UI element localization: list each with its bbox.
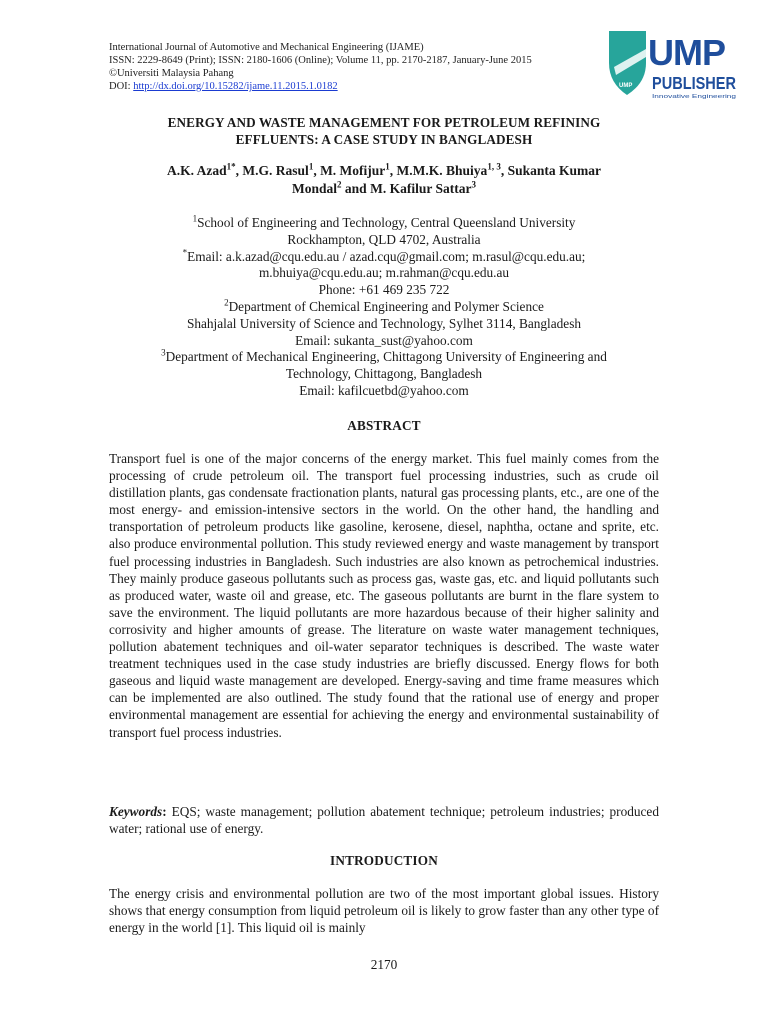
journal-name: International Journal of Automotive and Mechanical Engineering (IJAME) bbox=[109, 42, 424, 53]
affil-mark: * bbox=[182, 247, 188, 258]
email-3: Email: kafilcuetbd@yahoo.com bbox=[299, 382, 469, 398]
journal-doi bbox=[109, 80, 609, 93]
introduction-text: The energy crisis and environmental pollution are two of the most important global issues. History shows that energy consumption from liquid petroleum oil is likely to grow faster than any other type of energy in the world [1]. This liquid oil is mainly bbox=[109, 886, 659, 936]
author-separator: and bbox=[341, 181, 371, 196]
author-line-2 bbox=[109, 180, 659, 198]
author-separator: , bbox=[235, 163, 243, 178]
author-separator: , bbox=[500, 163, 508, 178]
author-line-1 bbox=[109, 162, 659, 180]
author-separator: , bbox=[389, 163, 397, 178]
author-affil-mark: 2 bbox=[337, 179, 342, 190]
affil-text: Department of Chemical Engineering and Polymer Science bbox=[228, 298, 544, 314]
affiliation-3-address: Technology, Chittagong, Bangladesh bbox=[285, 366, 483, 382]
affil-text: Department of Mechanical Engineering, Chittagong University of Engineering and bbox=[165, 349, 607, 365]
page-number: 2170 bbox=[370, 957, 398, 972]
journal-header bbox=[109, 41, 609, 93]
author-affil-mark: 1 bbox=[308, 161, 314, 172]
author-name: M.M.K. Bhuiya bbox=[396, 163, 488, 178]
author-name-part-1: Sukanta Kumar bbox=[507, 163, 601, 178]
author-affil-mark: 3 bbox=[471, 179, 476, 190]
email-text: Email: a.k.azad@cqu.edu.au / azad.cqu@gmail.com; m.rasul@cqu.edu.au; bbox=[187, 248, 586, 264]
logo-tagline: Innovative Engineering bbox=[652, 94, 736, 100]
email-2: Email: sukanta_sust@yahoo.com bbox=[295, 332, 473, 348]
author-affil-mark: 1 bbox=[385, 161, 390, 172]
affiliation-1 bbox=[109, 215, 659, 232]
email-1-cont: m.bhuiya@cqu.edu.au; m.rahman@cqu.edu.au bbox=[258, 265, 510, 281]
phone: Phone: +61 469 235 722 bbox=[318, 282, 450, 298]
title-line-1: ENERGY AND WASTE MANAGEMENT FOR PETROLEUM REFINING bbox=[167, 115, 601, 130]
logo-shield-text: UMP bbox=[619, 83, 633, 89]
affil-text: School of Engineering and Technology, Central Queensland University bbox=[197, 215, 576, 230]
keywords-label: Keywords bbox=[109, 804, 163, 819]
ump-publisher-logo bbox=[606, 27, 740, 103]
affiliations bbox=[109, 215, 659, 400]
author-name-part-2: Mondal bbox=[292, 181, 338, 196]
affiliation-1-address: Rockhampton, QLD 4702, Australia bbox=[287, 231, 481, 247]
affiliation-2-address: Shahjalal University of Science and Technology, Sylhet 3114, Bangladesh bbox=[186, 315, 582, 331]
author-name: M. Mofijur bbox=[320, 163, 386, 178]
affil-mark: 3 bbox=[161, 347, 166, 358]
affiliation-2 bbox=[109, 299, 659, 316]
logo-publisher-text: PUBLISHER bbox=[652, 73, 737, 93]
keywords bbox=[109, 803, 659, 837]
author-name: A.K. Azad bbox=[167, 163, 227, 178]
author-affil-mark: 1* bbox=[226, 161, 236, 172]
title-line-2: EFFLUENTS: A CASE STUDY IN BANGLADESH bbox=[235, 132, 533, 147]
logo-ump-text: UMP bbox=[648, 32, 725, 73]
keywords-colon: : bbox=[162, 804, 167, 819]
author-name: M. Kafilur Sattar bbox=[370, 181, 472, 196]
author-list bbox=[109, 162, 659, 198]
journal-issn: ISSN: 2229-8649 (Print); ISSN: 2180-1606 (Online); Volume 11, pp. 2170-2187, January-June 2015 bbox=[109, 55, 532, 66]
journal-copyright: ©Universiti Malaysia Pahang bbox=[109, 68, 234, 79]
author-separator: , bbox=[313, 163, 321, 178]
author-affil-mark: 1, 3 bbox=[487, 161, 501, 172]
affiliation-3 bbox=[109, 349, 659, 366]
doi-link[interactable]: http://dx.doi.org/10.15282/ijame.11.2015.1.0182 bbox=[133, 81, 338, 92]
doi-label: DOI: bbox=[109, 81, 134, 92]
paper-title bbox=[109, 114, 659, 148]
affil-mark: 2 bbox=[224, 297, 229, 308]
introduction-heading: INTRODUCTION bbox=[330, 853, 438, 868]
abstract-heading: ABSTRACT bbox=[347, 418, 421, 433]
email-1 bbox=[109, 249, 659, 266]
author-name: M.G. Rasul bbox=[242, 163, 309, 178]
keywords-text: EQS; waste management; pollution abatement technique; petroleum industries; produced water; rational use of energy. bbox=[109, 804, 659, 837]
affil-mark: 1 bbox=[192, 213, 198, 224]
abstract-text: Transport fuel is one of the major concerns of the energy market. This fuel mainly comes from the processing of crude petroleum oil. The transport fuel processing industries, such as crude oil distillation plants, gas condensate fractionation plants, natural gas processing plants, etc., are one of the most energy- and emission-intensive sectors in the world. On the other hand, the handling and transportation of petroleum products like gasoline, kerosene, diesel, naphtha, octane and sprite, etc. also produce environmental pollution. This study reviewed energy and waste management by transport fuel processing industries in Bangladesh. Such industries are also known as petrochemical industries. They mainly produce gaseous pollutants such as process gas, waste gas, etc. and liquid pollutants such as produced water, waste oil and grease, etc. The gaseous pollutants are burnt in the flare system to save the environment. The liquid pollutants are more hazardous because of their higher salinity and corrosivity and higher amounts of grease. The literature on waste water management techniques, pollution abatement techniques and oil-water separator techniques is described. The waste water treatment techniques used in the case study industries are briefly discussed. Energy flows for both gaseous and liquid waste management are developed. Energy-saving and time frame measures which can be implemented are also outlined. The study found that the rational use of energy and proper environmental management are essential for achieving the energy and environmental sustainability of transport fuel process industries. bbox=[109, 451, 659, 740]
